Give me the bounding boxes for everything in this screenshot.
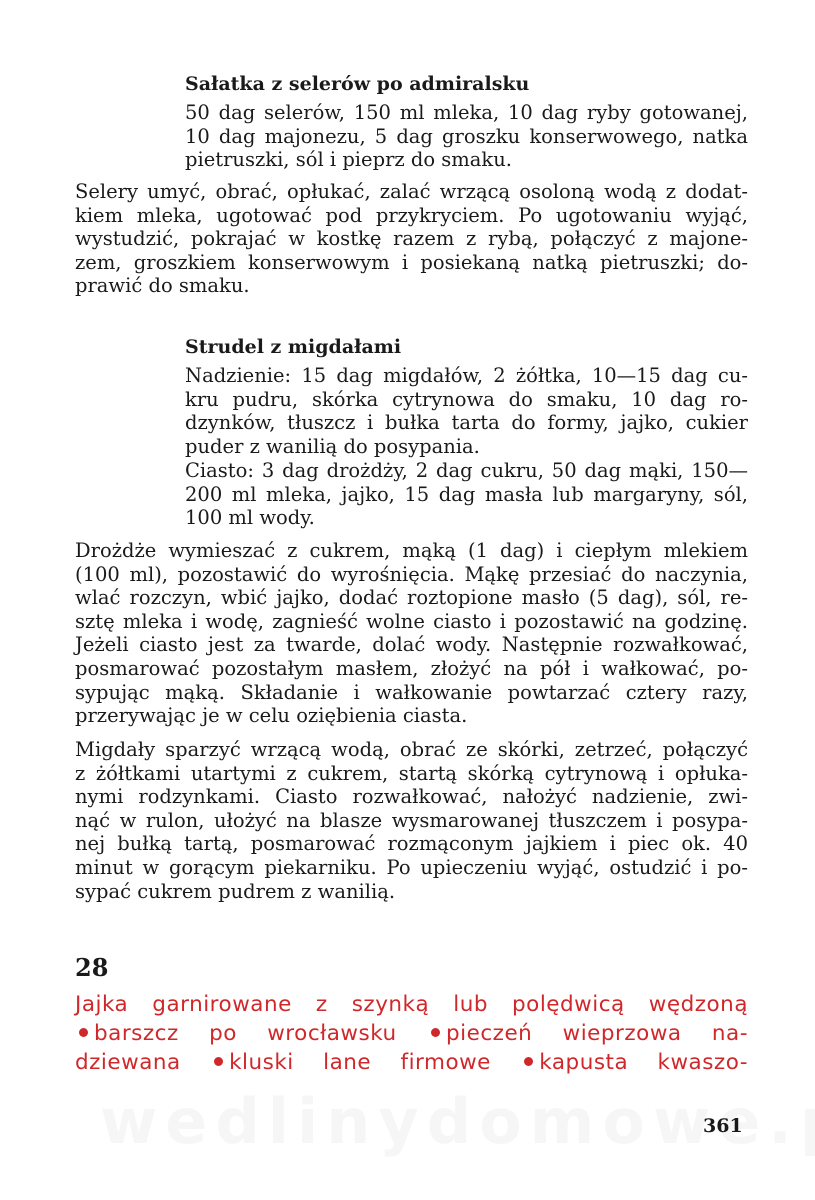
instructions-block (75, 738, 748, 903)
bullet-icon (524, 1057, 533, 1066)
instructions-line: minut w gorącym piekarniku. Po upieczeniu wyjąć, ostudzić i po- (75, 855, 748, 879)
ingredients-line: 50 dag selerów, 150 ml mleka, 10 dag ryby gotowanej, (185, 101, 748, 124)
dough-line: 200 ml mleka, jajko, 15 dag masła lub margaryny, sól, (185, 482, 748, 506)
ingredients-line: 10 dag majonezu, 5 dag groszku konserwowego, natka (185, 124, 748, 148)
instructions-line: (100 ml), pozostawić do wyrośnięcia. Mąkę przesiać do naczynia, (75, 562, 748, 586)
dough-line: 100 ml wody. (185, 506, 315, 529)
dough-block (185, 459, 748, 530)
menu-item: kluski lane firmowe (229, 1050, 491, 1075)
instructions-line: sztę mleka i wodę, zagnieść wolne ciasto i pozostawić na godzinę. (75, 609, 748, 633)
ingredients-block (185, 101, 748, 172)
menu-item: kapusta kwaszo- (539, 1050, 749, 1075)
menu-line (75, 1048, 748, 1077)
instructions-line: Selery umyć, obrać, opłukać, zalać wrzącą osoloną wodą z dodat- (75, 180, 748, 203)
bullet-icon (214, 1057, 223, 1066)
filling-block (185, 364, 748, 458)
instructions-block (75, 539, 748, 728)
ingredients-line: pietruszki, sól i pieprz do smaku. (185, 148, 512, 171)
filling-line: puder z wanilią do posypania. (185, 434, 480, 458)
instructions-line: Jeżeli ciasto jest za twarde, dolać wody. Następnie rozwałkować, (75, 633, 748, 657)
menu-item: pieczeń wieprzowa na- (445, 1021, 748, 1046)
dough-line: Ciasto: 3 dag drożdży, 2 dag cukru, 50 dag mąki, 150— (185, 459, 748, 482)
bullet-icon (79, 1028, 88, 1037)
recipe-title: Sałatka z selerów po admiralsku (185, 73, 530, 95)
instructions-line: wlać rozczyn, wbić jajko, dodać roztopione masło (5 dag), sól, re- (75, 586, 748, 610)
instructions-line: kiem mleka, ugotować pod przykryciem. Po ugotowaniu wyjąć, (75, 203, 748, 227)
instructions-line: prawić do smaku. (75, 274, 250, 298)
instructions-line: nymi rodzynkami. Ciasto rozwałkować, nałożyć nadzienie, zwi- (75, 785, 748, 809)
menu-item: barszcz po wrocławsku (94, 1021, 397, 1046)
menu-line (75, 1019, 748, 1048)
instructions-line: przerywając je w celu oziębienia ciasta. (75, 704, 468, 728)
instructions-line: posmarować pozostałym masłem, złożyć na pół i wałkować, po- (75, 656, 748, 680)
menu-number: 28 (75, 953, 109, 982)
instructions-line: sypać cukrem pudrem z wanilią. (75, 879, 396, 903)
menu-item: dziewana (75, 1050, 181, 1075)
instructions-line: z żółtkami utartymi z cukrem, startą skórką cytrynową i opłuka- (75, 761, 748, 785)
instructions-line: nej bułką tartą, posmarować rozmąconym jajkiem i piec ok. 40 (75, 832, 748, 856)
instructions-line: Drożdże wymieszać z cukrem, mąką (1 dag) i ciepłym mlekiem (75, 539, 748, 562)
recipe-title: Strudel z migdałami (185, 336, 402, 358)
instructions-line: wystudzić, pokrajać w kostkę razem z rybą, połączyć z majone- (75, 227, 748, 251)
instructions-block (75, 180, 748, 298)
instructions-line: Migdały sparzyć wrzącą wodą, obrać ze skórki, zetrzeć, połączyć (75, 738, 748, 761)
filling-line: dzynków, tłuszcz i bułka tarta do formy, jajko, cukier (185, 411, 748, 434)
menu-list (75, 990, 748, 1077)
filling-line: kru pudru, skórka cytrynowa do smaku, 10 dag ro- (185, 387, 748, 411)
instructions-line: nąć w rulon, ułożyć na blasze wysmarowanej tłuszczem i posypa- (75, 808, 748, 832)
instructions-line: sypując mąką. Składanie i wałkowanie powtarzać cztery razy, (75, 680, 748, 704)
instructions-line: zem, groszkiem konserwowym i posiekaną natką pietruszki; do- (75, 250, 748, 274)
menu-line: Jajka garnirowane z szynką lub polędwicą wędzoną (75, 992, 748, 1017)
bullet-icon (431, 1028, 440, 1037)
filling-line: Nadzienie: 15 dag migdałów, 2 żółtka, 10—15 dag cu- (185, 364, 748, 387)
page-number: 361 (703, 1115, 743, 1137)
